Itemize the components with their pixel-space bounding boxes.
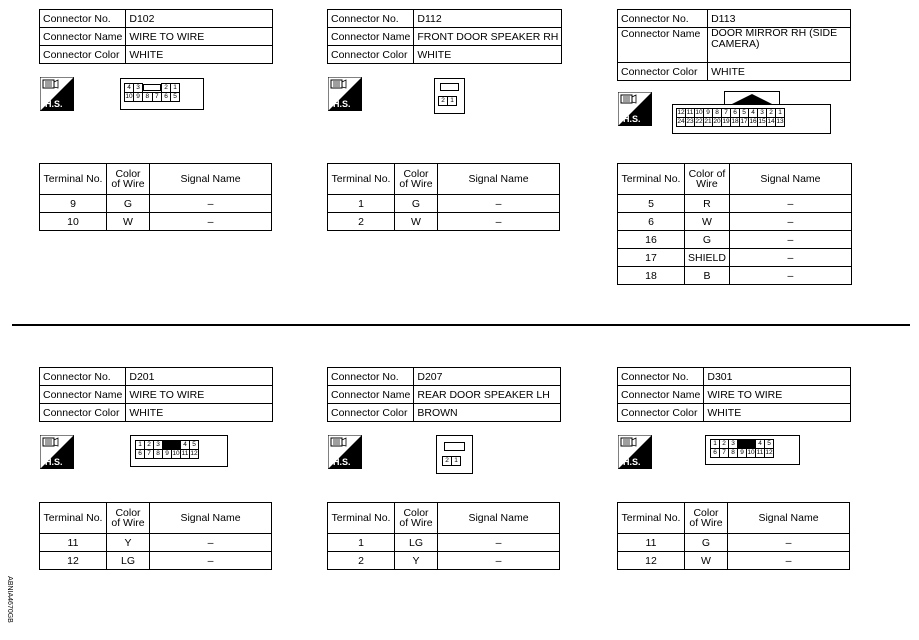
connector-face-d102 [120, 78, 204, 110]
wire-color-cell: W [685, 213, 730, 231]
terminal-table [39, 502, 272, 570]
connector-d113 [617, 9, 851, 81]
latch-slot [444, 442, 465, 451]
pin-cell: 7 [720, 449, 729, 458]
terminal-table [327, 502, 560, 570]
connector-name-value: WIRE TO WIRE [704, 386, 851, 404]
terminal-cell: 17 [618, 249, 685, 267]
table-row [618, 195, 852, 213]
hs-icon [40, 435, 74, 469]
table-row [328, 552, 560, 570]
connector-d112 [327, 9, 562, 64]
pin-cell: 5 [190, 441, 199, 450]
table-row [40, 195, 272, 213]
pin-cell: 19 [722, 118, 730, 125]
connector-color-value: BROWN [414, 404, 561, 422]
signal-cell: – [729, 267, 851, 285]
pin-cell: 8 [143, 93, 153, 102]
connector-name-value: DOOR MIRROR RH (SIDE CAMERA) [708, 28, 851, 63]
connector-name-label: Connector Name [328, 386, 414, 404]
hs-icon [618, 92, 652, 126]
connector-name-label: Connector Name [328, 28, 414, 46]
pin-cell: 2 [720, 440, 729, 449]
connector-no-value: D301 [704, 368, 851, 386]
pin-cell: 10 [695, 109, 703, 116]
signal-cell: – [728, 534, 850, 552]
table-row [618, 552, 850, 570]
col-signal-name: Signal Name [150, 164, 272, 195]
pin-cell: 10 [172, 450, 180, 457]
terminal-table-d207 [327, 502, 560, 570]
pin-cell: 5 [740, 109, 749, 118]
connector-no-label: Connector No. [328, 10, 414, 28]
signal-cell: – [729, 249, 851, 267]
table-row [40, 534, 272, 552]
pin-cell: 11 [686, 109, 694, 116]
terminal-cell: 11 [40, 534, 107, 552]
pin-cell: 23 [686, 118, 694, 125]
wire-color-cell: LG [107, 552, 150, 570]
terminal-cell: 1 [328, 195, 395, 213]
connector-color-label: Connector Color [618, 63, 708, 81]
connector-face-d112 [434, 78, 465, 114]
connector-no-value: D113 [708, 10, 851, 28]
terminal-cell: 10 [40, 213, 107, 231]
col-wire-color: Color of Wire [395, 164, 438, 195]
signal-cell: – [150, 213, 272, 231]
terminal-table-d301 [617, 502, 850, 570]
connector-name-label: Connector Name [618, 28, 708, 63]
connector-info-table [39, 9, 273, 64]
connector-no-value: D102 [126, 10, 273, 28]
signal-cell: – [438, 534, 560, 552]
pin-cell: 3 [758, 109, 767, 118]
col-wire-color: Color of Wire [107, 503, 150, 534]
pin-cell: 4 [756, 440, 765, 449]
pin-cell: 22 [695, 118, 703, 125]
pin-cell: 3 [154, 441, 163, 450]
pin-cell: 21 [704, 118, 712, 125]
terminal-table-d113 [617, 163, 852, 285]
pin-cell: 2 [767, 109, 776, 118]
pin-layout [135, 440, 199, 459]
connector-name-label: Connector Name [618, 386, 704, 404]
connector-name-label: Connector Name [40, 28, 126, 46]
pin-cell: 15 [758, 118, 766, 125]
pin-cell: 4 [125, 84, 134, 93]
hs-icon [328, 435, 362, 469]
table-row [618, 231, 852, 249]
connector-color-label: Connector Color [40, 404, 126, 422]
connector-color-label: Connector Color [328, 46, 414, 64]
pin-cell: 1 [448, 97, 457, 106]
pin-cell: 5 [765, 440, 774, 449]
pin-cell: 10 [747, 449, 755, 456]
col-wire-color: Color of Wire [107, 164, 150, 195]
pin-cell: 10 [125, 93, 133, 100]
pin-cell: 18 [731, 118, 739, 125]
connector-info-table [327, 9, 562, 64]
pin-cell: 1 [452, 457, 461, 466]
pin-layout [124, 83, 180, 102]
connector-color-value: WHITE [704, 404, 851, 422]
col-terminal-no: Terminal No. [328, 164, 395, 195]
pin-cell: 4 [181, 441, 190, 450]
signal-cell: – [150, 552, 272, 570]
wire-color-cell: W [395, 213, 438, 231]
wire-color-cell: R [685, 195, 730, 213]
pin-cell: 8 [154, 450, 163, 459]
pin-cell: 13 [776, 118, 784, 125]
pin-cell: 3 [134, 84, 143, 93]
table-row [40, 552, 272, 570]
pin-layout [710, 439, 774, 458]
wire-color-cell: Y [395, 552, 438, 570]
wire-color-cell: W [107, 213, 150, 231]
terminal-cell: 6 [618, 213, 685, 231]
connector-name-value: REAR DOOR SPEAKER LH [414, 386, 561, 404]
connector-no-value: D112 [414, 10, 562, 28]
connector-color-label: Connector Color [328, 404, 414, 422]
hs-icon [40, 77, 74, 111]
pin-cell: 12 [677, 109, 685, 116]
hs-label: H.S. [45, 99, 63, 109]
table-row [40, 213, 272, 231]
hs-icon [328, 77, 362, 111]
col-terminal-no: Terminal No. [328, 503, 395, 534]
connector-info-table [39, 367, 273, 422]
terminal-table-d201 [39, 502, 272, 570]
connector-name-value: WIRE TO WIRE [126, 28, 273, 46]
hs-label: H.S. [45, 457, 63, 467]
table-row [328, 213, 560, 231]
connector-face-d201 [130, 435, 228, 467]
signal-cell: – [438, 552, 560, 570]
col-signal-name: Signal Name [729, 164, 851, 195]
latch-slot [440, 83, 459, 91]
terminal-table-d112 [327, 163, 560, 231]
pin-cell: 7 [722, 109, 731, 118]
connector-d201 [39, 367, 273, 422]
signal-cell: – [729, 195, 851, 213]
col-signal-name: Signal Name [728, 503, 850, 534]
latch-slot [143, 84, 161, 91]
wire-color-cell: W [685, 552, 728, 570]
col-wire-color: Color of Wire [685, 164, 730, 195]
table-row [328, 534, 560, 552]
pin-cell: 1 [136, 441, 145, 450]
hs-label: H.S. [623, 114, 641, 124]
connector-no-label: Connector No. [328, 368, 414, 386]
signal-cell: – [729, 213, 851, 231]
table-row [618, 213, 852, 231]
terminal-cell: 18 [618, 267, 685, 285]
col-terminal-no: Terminal No. [40, 503, 107, 534]
pin-cell: 2 [145, 441, 154, 450]
wire-color-cell: G [107, 195, 150, 213]
hs-label: H.S. [333, 99, 351, 109]
signal-cell: – [728, 552, 850, 570]
col-signal-name: Signal Name [438, 164, 560, 195]
pin-gap [143, 84, 162, 93]
pin-cell: 6 [136, 450, 145, 459]
pin-cell: 16 [749, 118, 757, 125]
pin-layout [676, 108, 785, 127]
connector-no-value: D201 [126, 368, 273, 386]
pin-cell: 5 [171, 93, 180, 102]
connector-color-value: WHITE [126, 404, 273, 422]
pin-cell: 1 [711, 440, 720, 449]
wire-color-cell: SHIELD [685, 249, 730, 267]
terminal-cell: 2 [328, 213, 395, 231]
connector-color-value: WHITE [414, 46, 562, 64]
pin-cell: 11 [756, 449, 764, 456]
pin-cell: 11 [181, 450, 189, 457]
terminal-cell: 5 [618, 195, 685, 213]
wire-color-cell: B [685, 267, 730, 285]
pin-cell: 6 [162, 93, 171, 102]
latch-block [738, 440, 756, 449]
hs-label: H.S. [333, 457, 351, 467]
terminal-cell: 9 [40, 195, 107, 213]
terminal-cell: 12 [40, 552, 107, 570]
pin-cell: 3 [729, 440, 738, 449]
pin-cell: 9 [738, 449, 747, 458]
signal-cell: – [438, 195, 560, 213]
signal-cell: – [729, 231, 851, 249]
latch-block [163, 441, 181, 450]
terminal-cell: 16 [618, 231, 685, 249]
pin-cell: 17 [740, 118, 748, 125]
pin-cell: 12 [765, 449, 773, 456]
table-row [618, 249, 852, 267]
connector-name-value: WIRE TO WIRE [126, 386, 273, 404]
pin-cell: 1 [776, 109, 785, 118]
wire-color-cell: G [395, 195, 438, 213]
connector-color-value: WHITE [708, 63, 851, 81]
terminal-cell: 1 [328, 534, 395, 552]
table-row [618, 534, 850, 552]
pin-cell: 6 [731, 109, 740, 118]
connector-info-table [617, 9, 851, 81]
connector-face-d301 [705, 435, 800, 465]
pin-cell: 8 [713, 109, 722, 118]
terminal-table [617, 163, 852, 285]
signal-cell: – [438, 213, 560, 231]
connector-name-label: Connector Name [40, 386, 126, 404]
col-terminal-no: Terminal No. [618, 164, 685, 195]
pin-cell: 12 [190, 450, 198, 457]
terminal-table-d102 [39, 163, 272, 231]
pin-cell: 2 [443, 457, 452, 466]
hs-label: H.S. [623, 457, 641, 467]
pin-cell: 2 [439, 97, 448, 106]
pin-cell: 7 [152, 93, 162, 102]
connector-no-label: Connector No. [40, 368, 126, 386]
pin-cell: 4 [749, 109, 758, 118]
pin-cell: 20 [713, 118, 721, 125]
connector-no-label: Connector No. [618, 368, 704, 386]
connector-color-value: WHITE [126, 46, 273, 64]
pin-cell: 2 [162, 84, 171, 93]
pin-cell: 9 [134, 93, 143, 102]
hs-icon [618, 435, 652, 469]
connector-d207 [327, 367, 561, 422]
col-signal-name: Signal Name [438, 503, 560, 534]
terminal-cell: 11 [618, 534, 685, 552]
pin-cell: 9 [704, 109, 713, 118]
table-row [618, 267, 852, 285]
connector-color-label: Connector Color [618, 404, 704, 422]
connector-d301 [617, 367, 851, 422]
wire-color-cell: G [685, 231, 730, 249]
connector-face-d207 [436, 435, 473, 474]
col-wire-color: Color of Wire [395, 503, 438, 534]
wire-color-cell: G [685, 534, 728, 552]
connector-no-label: Connector No. [40, 10, 126, 28]
terminal-cell: 2 [328, 552, 395, 570]
pin-cell: 7 [145, 450, 154, 459]
wire-color-cell: Y [107, 534, 150, 552]
pin-layout [438, 96, 457, 106]
col-wire-color: Color of Wire [685, 503, 728, 534]
connector-info-table [617, 367, 851, 422]
pin-cell: 14 [767, 118, 775, 125]
connector-info-table [327, 367, 561, 422]
table-row [328, 195, 560, 213]
pin-cell: 8 [729, 449, 738, 458]
figure-code: ABNIA4670GB [5, 576, 13, 623]
connector-face-d113 [672, 104, 831, 134]
signal-cell: – [150, 534, 272, 552]
pin-layout [442, 456, 461, 466]
col-signal-name: Signal Name [150, 503, 272, 534]
connector-d102 [39, 9, 273, 64]
connector-no-label: Connector No. [618, 10, 708, 28]
signal-cell: – [150, 195, 272, 213]
terminal-table [327, 163, 560, 231]
pin-cell: 6 [711, 449, 720, 458]
terminal-table [39, 163, 272, 231]
pin-cell: 9 [163, 450, 172, 459]
col-terminal-no: Terminal No. [40, 164, 107, 195]
pin-cell: 24 [677, 118, 685, 125]
connector-name-value: FRONT DOOR SPEAKER RH [414, 28, 562, 46]
terminal-cell: 12 [618, 552, 685, 570]
connector-no-value: D207 [414, 368, 561, 386]
section-divider [12, 324, 910, 326]
col-terminal-no: Terminal No. [618, 503, 685, 534]
terminal-table [617, 502, 850, 570]
pin-cell: 1 [171, 84, 180, 93]
connector-color-label: Connector Color [40, 46, 126, 64]
wire-color-cell: LG [395, 534, 438, 552]
